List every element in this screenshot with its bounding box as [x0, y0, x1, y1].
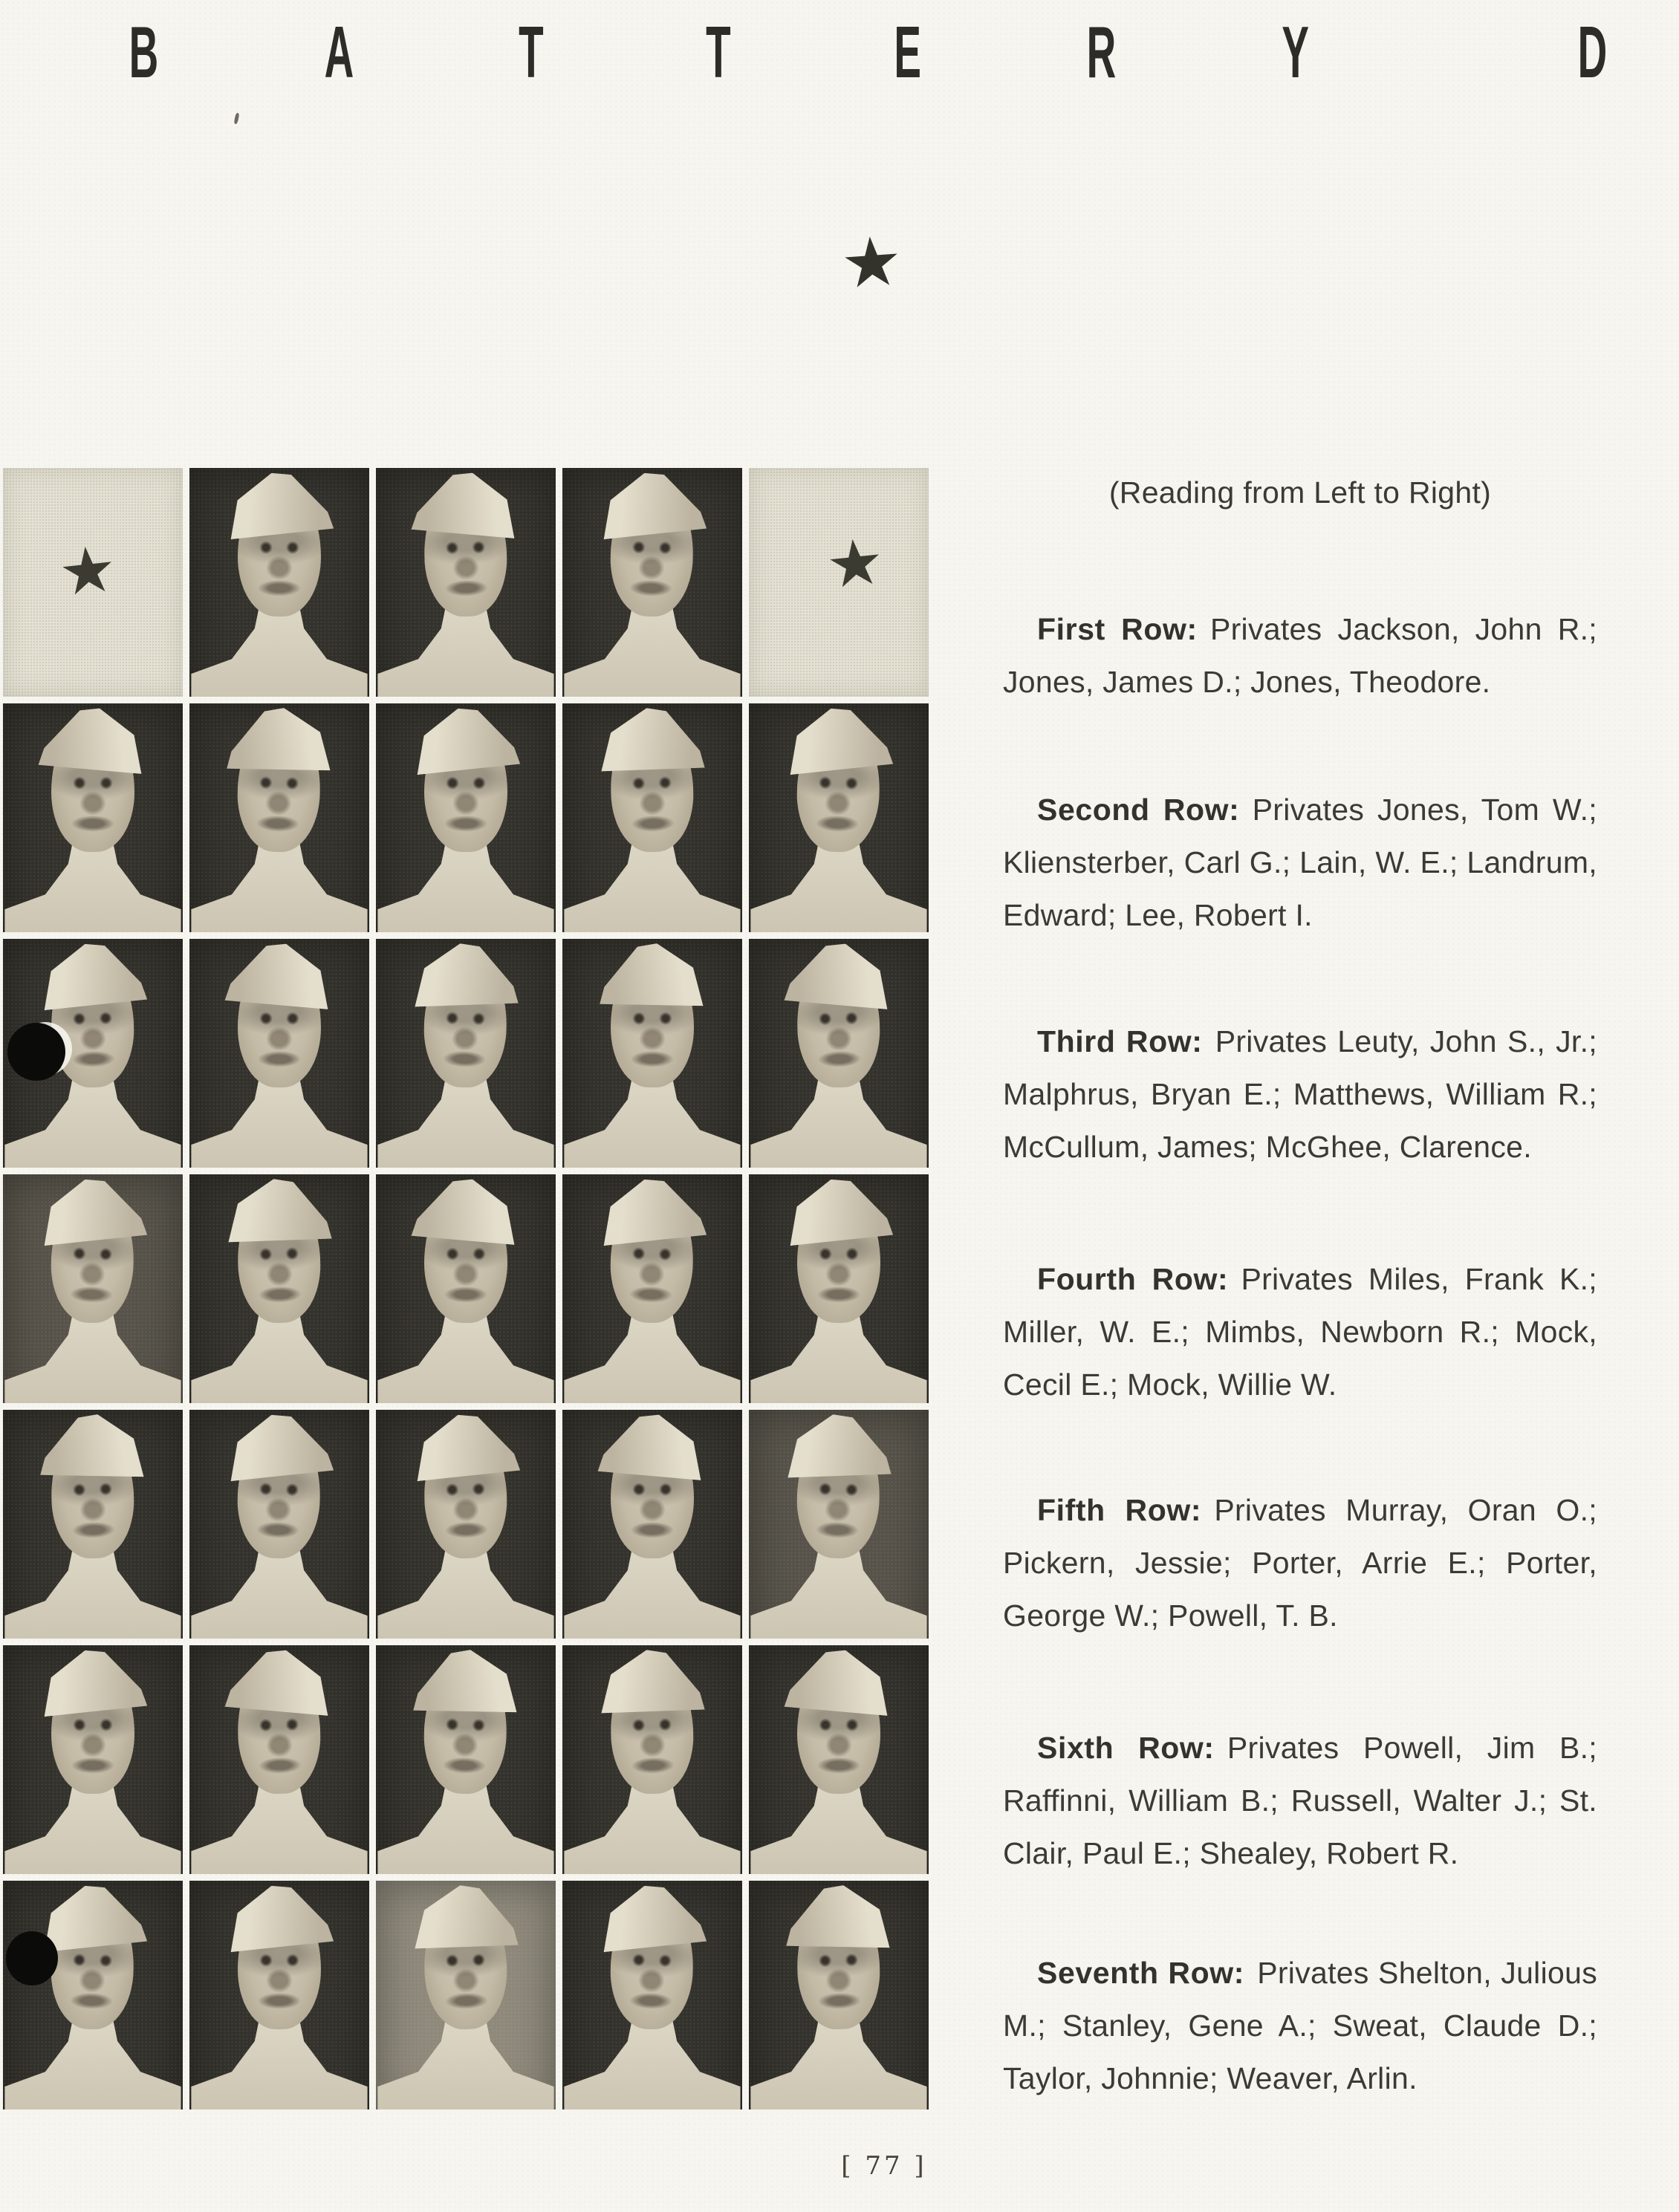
garrison-cap [782, 939, 895, 1009]
row-caption-label: First Row: [1037, 612, 1198, 646]
garrison-cap [222, 468, 336, 540]
garrison-cap [223, 1645, 336, 1716]
row-caption-7 [1003, 1947, 1597, 2105]
page-number: [ 77 ] [841, 2151, 927, 2181]
portrait-photo [3, 703, 183, 932]
portrait-photo [189, 1174, 369, 1403]
garrison-cap [784, 1413, 894, 1478]
garrison-cap [36, 1174, 149, 1246]
portrait-photo [189, 1645, 369, 1874]
punch-hole [6, 1931, 58, 1985]
row-caption-label: Fifth Row: [1037, 1493, 1202, 1527]
star-icon: ★ [838, 223, 905, 303]
portrait-photo [562, 468, 742, 697]
portrait-photo [749, 939, 929, 1168]
portrait-photo [376, 1645, 556, 1874]
garrison-cap [224, 1177, 334, 1243]
title-letter: T [518, 11, 544, 93]
star-panel [3, 468, 183, 697]
portrait-photo [3, 1881, 183, 2109]
garrison-cap [39, 1414, 148, 1477]
page-title [117, 11, 1319, 93]
garrison-cap [222, 1881, 336, 1953]
title-letter: R [1086, 11, 1117, 93]
row-caption-1 [1003, 603, 1597, 709]
portrait-photo [562, 939, 742, 1168]
row-caption-label: Sixth Row: [1037, 1731, 1215, 1765]
garrison-cap [596, 1410, 709, 1480]
portrait-photo [562, 703, 742, 932]
portrait-photo [189, 1410, 369, 1639]
garrison-cap [598, 943, 707, 1006]
title-letter: B [129, 11, 159, 93]
row-caption-6 [1003, 1722, 1597, 1880]
portrait-photo [189, 1881, 369, 2109]
portrait-photo [189, 703, 369, 932]
star-panel [749, 468, 929, 697]
title-letter: Y [1281, 11, 1309, 93]
garrison-cap [782, 1174, 895, 1246]
row-caption-text: Privates Murray, Oran O.; Pickern, Jessie; Porter, Arrie E.; Porter, George W.; Powell, T. B. [1003, 1493, 1597, 1633]
row-caption-label: Second Row: [1037, 793, 1240, 827]
star-icon: ★ [55, 532, 120, 610]
garrison-cap [782, 1645, 895, 1716]
portrait-photo [562, 1174, 742, 1403]
row-caption-text: Privates Powell, Jim B.; Raffinni, William B.; Russell, Walter J.; St. Clair, Paul E.; Shealey, Robert R. [1003, 1731, 1597, 1870]
title-letter: E [894, 11, 922, 93]
garrison-cap [785, 1884, 894, 1948]
row-caption-2 [1003, 784, 1597, 942]
portrait-photo [562, 1881, 742, 2109]
garrison-cap [36, 703, 149, 774]
garrison-cap [411, 1884, 521, 1949]
portrait-photo [189, 939, 369, 1168]
garrison-cap [222, 1410, 336, 1482]
title-letter: A [324, 11, 354, 93]
row-caption-5 [1003, 1484, 1597, 1642]
row-caption-label: Fourth Row: [1037, 1262, 1229, 1296]
portrait-photo [3, 1410, 183, 1639]
row-caption-text: Privates Miles, Frank K.; Miller, W. E.; Mimbs, Newborn R.; Mock, Cecil E.; Mock, Willie W. [1003, 1262, 1597, 1402]
portrait-photo [749, 1174, 929, 1403]
star-icon: ★ [822, 525, 888, 603]
garrison-cap [411, 942, 521, 1007]
row-caption-label: Seventh Row: [1037, 1956, 1244, 1990]
garrison-cap [409, 703, 522, 775]
portrait-photo [189, 468, 369, 697]
garrison-cap [409, 1410, 522, 1482]
portrait-photo [3, 1645, 183, 1874]
portrait-photo [376, 939, 556, 1168]
reading-note: (Reading from Left to Right) [1108, 475, 1492, 510]
portrait-photo [562, 1410, 742, 1639]
portrait-photo [376, 703, 556, 932]
punch-hole [7, 1023, 65, 1081]
photo-grid [3, 468, 929, 2109]
row-caption-text: Privates Jackson, John R.; Jones, James D.; Jones, Theodore. [1003, 612, 1597, 699]
garrison-cap [409, 1174, 522, 1245]
row-caption-label: Third Row: [1037, 1024, 1203, 1058]
garrison-cap [409, 468, 522, 539]
garrison-cap [782, 703, 895, 775]
title-letter-d: D [1577, 11, 1608, 93]
garrison-cap [36, 939, 149, 1011]
garrison-cap [225, 707, 334, 771]
print-speck [233, 113, 239, 125]
portrait-photo [376, 1174, 556, 1403]
row-caption-4 [1003, 1253, 1597, 1411]
portrait-photo [562, 1645, 742, 1874]
garrison-cap [412, 1649, 521, 1713]
row-caption-text: Privates Jones, Tom W.; Kliensterber, Carl G.; Lain, W. E.; Landrum, Edward; Lee, Robert I. [1003, 793, 1597, 932]
garrison-cap [595, 1881, 709, 1953]
garrison-cap [595, 1174, 709, 1246]
portrait-photo [749, 1645, 929, 1874]
garrison-cap [595, 468, 709, 540]
title-letter: T [706, 11, 731, 93]
portrait-photo [376, 1881, 556, 2109]
row-caption-text: Privates Shelton, Julious M.; Stanley, Gene A.; Sweat, Claude D.; Taylor, Johnnie; Weaver, Arlin. [1003, 1956, 1597, 2095]
portrait-photo [749, 1881, 929, 2109]
garrison-cap [36, 1645, 149, 1717]
row-caption-3 [1003, 1015, 1597, 1174]
portrait-photo [376, 1410, 556, 1639]
portrait-photo [749, 703, 929, 932]
garrison-cap [597, 1648, 707, 1714]
garrison-cap [597, 706, 707, 772]
row-caption-text: Privates Leuty, John S., Jr.; Malphrus, Bryan E.; Matthews, William R.; McCullum, James; McGhee, Clarence. [1003, 1024, 1597, 1164]
garrison-cap [223, 939, 336, 1009]
portrait-photo [749, 1410, 929, 1639]
portrait-photo [376, 468, 556, 697]
portrait-photo [3, 1174, 183, 1403]
